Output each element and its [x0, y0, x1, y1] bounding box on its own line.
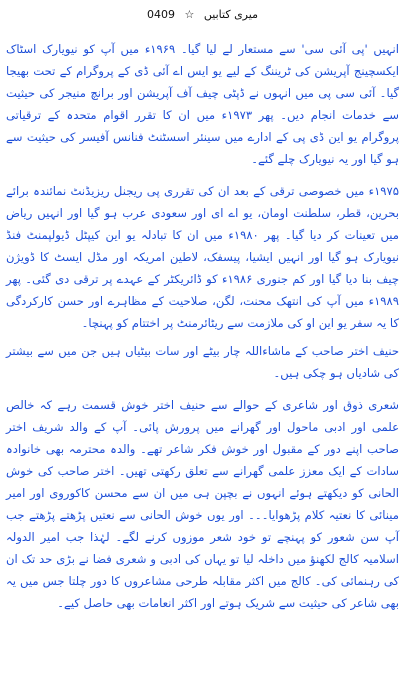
header-title: میری کتابیں: [203, 8, 258, 21]
star-icon: ☆: [184, 8, 195, 21]
page-header: [0, 8, 405, 21]
page-number: 0409: [147, 8, 176, 21]
page-body: [6, 38, 399, 624]
paragraph-un-service: ۱۹۷۵ء میں خصوصی ترقی کے بعد ان کی تقرری پی ریجنل ریزیڈنٹ نمائندہ برائے بحرین، قطر، سلطنت اومان، یو اے ای اور سعودی عرب ہو گیا اور انہیں ریاض میں تعینات کر دیا گیا۔ پھر ۱۹۸۰ء میں ان کا تبادلہ یو این کیپٹل ڈیولپمنٹ فنڈ نیویارک ہو گیا اور انہیں ایشیا، پیسفک، لاطین امریکہ اور مڈل ایسٹ کا ڈویژن چیف بنا دیا گیا اور کم جنوری ۱۹۸۶ء کو ڈائریکٹر کے عہدے پر ترقی دی گئی۔ پھر ۱۹۸۹ء میں آپ کی انتھک محنت، لگن، صلاحیت کے مظاہرے اور حسن کارکردگی کا یہ سفر یو این او کی ملازمت سے ریٹائرمنٹ پر اختتام کو پہنچا۔: [6, 184, 400, 330]
paragraph-career: انہیں 'پی آئی سی' سے مستعار لے لیا گیا۔ ۱۹۶۹ء میں آپ کو نیویارک اسٹاک ایکسچینج آپریشن کی ٹریننگ کے لیے یو ایس اے آئی ڈی کے پروگرام کے تحت بھیجا گیا۔ آئی سی پی میں انہوں نے ڈپٹی چیف آف آپریشن اور برانچ منیجر کی حیثیت سے خدمات انجام دیں۔ پھر ۱۹۷۳ء میں ان کا تقرر اقوام متحدہ کے ترقیاتی پروگرام یو این ڈی پی کے ادارے میں سینئر اسسٹنٹ فنانس آفیسر کی حیثیت سے ہو گیا اور یہ نیویارک چلے گئے۔: [6, 42, 400, 166]
paragraph-family: حنیف اختر صاحب کے ماشاءاللہ چار بیٹے اور سات بیٹیاں ہیں جن میں سے بیشتر کی شادیاں ہو چکی ہیں۔: [6, 344, 399, 380]
paragraph-poetry: شعری ذوق اور شاعری کے حوالے سے حنیف اختر خوش قسمت رہے کہ خالص علمی اور ادبی ماحول اور گھرانے میں پرورش پائی۔ آپ کے والد شریف اختر صاحب اپنے دور کے مقبول اور خوش فکر شاعر تھے۔ والدہ محترمہ بھی خانوادہ سادات کے ایک معزز علمی گھرانے سے تعلق رکھتی تھیں۔ اختر صاحب کی خوش الحانی کو دیکھتے ہوئے انہوں نے بچپن ہی میں ان سے محسن کاکوروی اور امیر مینائی کا نعتیہ کلام پڑھوایا۔۔۔ اور یوں خوش الحانی سے نعتیں پڑھتے پڑھتے جب آپ سن شعور کو پہنچے تو خود شعر موزوں کرنے لگے۔ لہٰذا جب امیر الدولہ اسلامیہ کالج لکھنؤ میں داخلہ لیا تو یہاں کی ادبی و شعری فضا نے بڑی حد تک ان کی رہنمائی کی۔ کالج میں اکثر مقابلہ طرحی مشاعروں کا دور چلتا جس میں یہ بھی شاعر کی حیثیت سے شریک ہوتے اور اکثر انعامات بھی حاصل کیے۔: [6, 398, 399, 610]
